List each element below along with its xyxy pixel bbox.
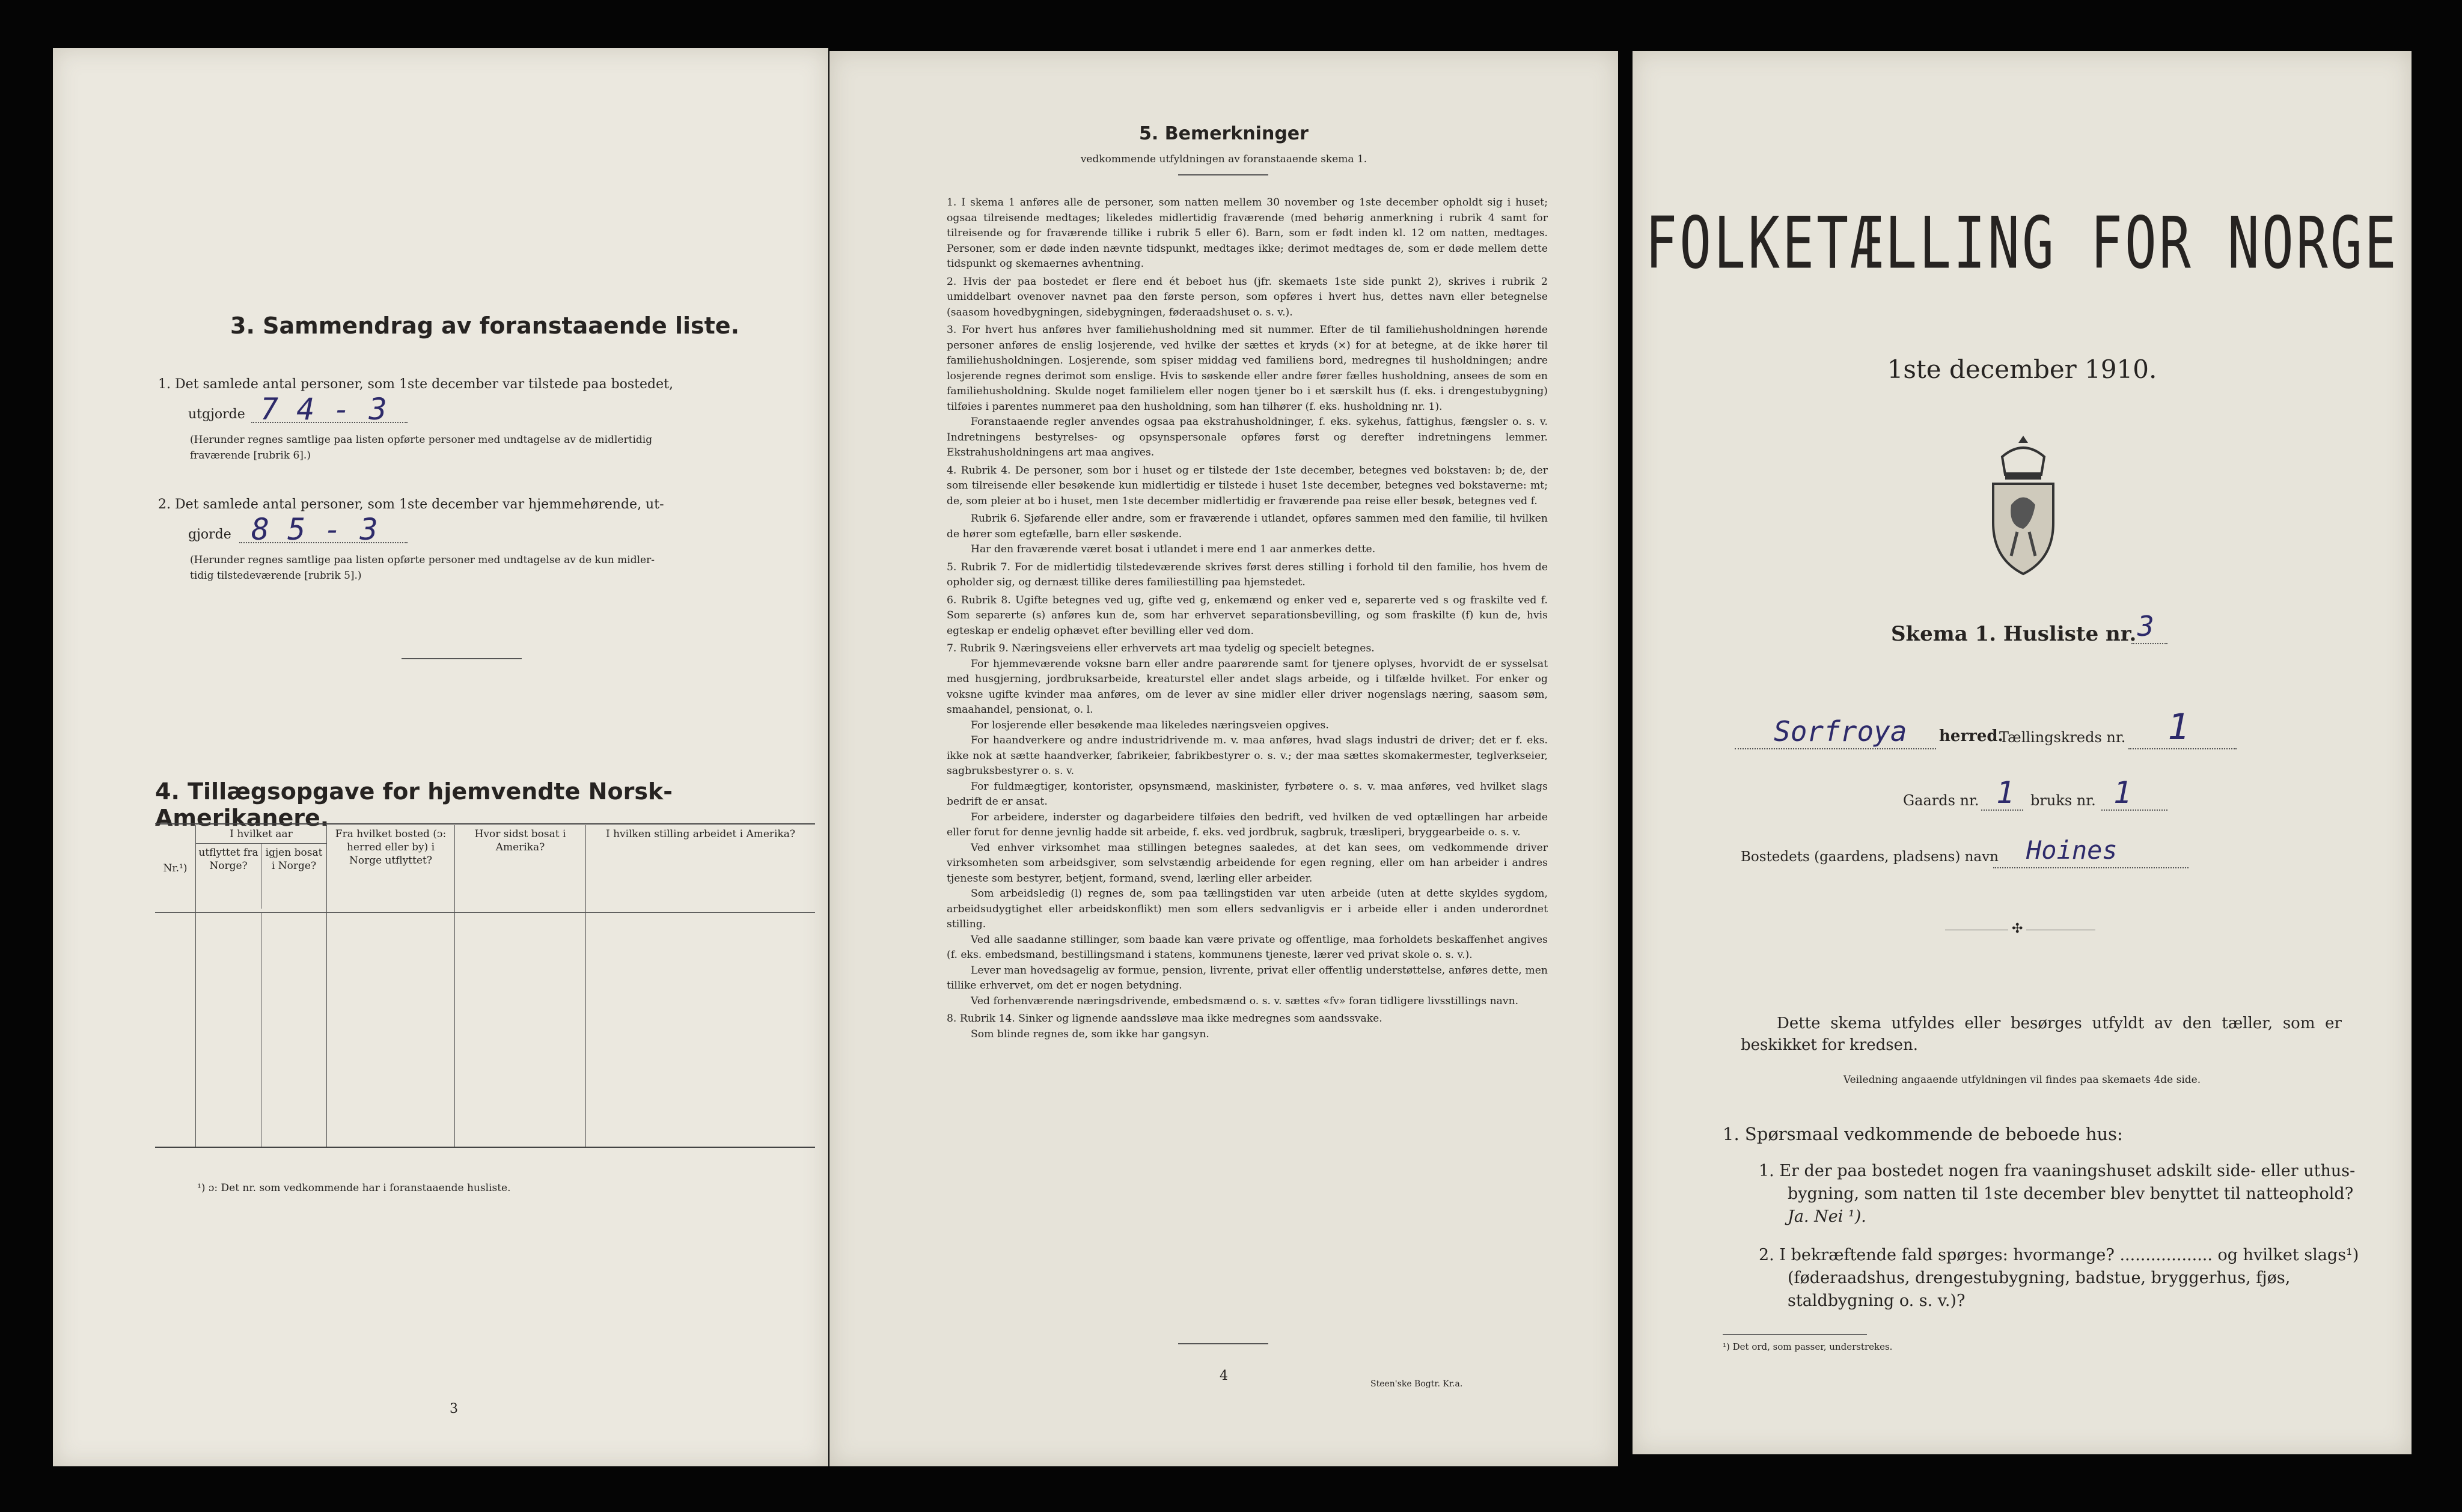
remark-7f: For arbeidere, inderster og dagarbeidere tilføies den bedrift, ved hvilken de ved optællingen har arbeide eller forut for denne jevnlig hadde sit arbeide, f. eks. ved jordbruk, sagbruk, træsliperi, bryggearbeide o. s. v. xyxy=(947,811,1548,838)
remark-7c: For losjerende eller besøkende maa likeledes næringsveien opgives. xyxy=(971,719,1329,731)
page-1-cover xyxy=(1633,51,2412,1454)
remark-8b: Som blinde regnes de, som ikke har gangsyn. xyxy=(971,1028,1209,1040)
table-row xyxy=(155,960,815,1008)
section3-title: 3. Sammendrag av foranstaaende liste. xyxy=(230,312,740,339)
questions-heading: 1. Spørsmaal vedkommende de beboede hus: xyxy=(1723,1124,2123,1144)
remark-2: 2. Hvis der paa bostedet er flere end ét beboet hus (jfr. skemaets 1ste side punkt 2), skrives i rubrik 2 umiddelbart ovenover navnet paa den første person, som opføres i hvert hus, dettes navn eller betegnelse (saasom hovedbygningen, sidebygningen, føderaadshuset o. s. v.). xyxy=(947,275,1548,319)
item1-note1: (Herunder regnes samtlige paa listen opførte personer med undtagelse av de midlertidig xyxy=(190,434,653,446)
remarks-title: 5. Bemerkninger xyxy=(1139,123,1309,144)
item1-value: 7 4 - 3 xyxy=(260,392,387,427)
question-1-answer: Ja. Nei ¹). xyxy=(1788,1207,1866,1226)
table-row xyxy=(155,1008,815,1056)
remarks-divider xyxy=(1178,174,1268,175)
herred-value: Sorfroya xyxy=(1774,715,1907,748)
bruks-label: bruks nr. xyxy=(2030,792,2096,809)
remark-7d: For haandverkere og andre industridrivende m. v. maa anføres, hvad slags industri de driver; det er f. eks. ikke nok at sætte haandverker, fabrikeier, fabrikbestyrer o. s. v.; der maa sættes skomakermester, teglverkseier, sagbruksbestyrer o. s. v. xyxy=(947,734,1548,777)
printer-mark: Steen'ske Bogtr. Kr.a. xyxy=(1370,1379,1463,1389)
page-4 xyxy=(829,51,1618,1466)
kreds-label: Tællingskreds nr. xyxy=(1999,729,2126,746)
remark-7e: For fuldmægtiger, kontorister, opsynsmænd, maskinister, fyrbøtere o. s. v. maa anføres, ved hvilket slags bedrift de er ansat. xyxy=(947,780,1548,808)
col-group xyxy=(196,825,327,912)
remark-3b: Foranstaaende regler anvendes ogsaa paa ekstrahusholdninger, f. eks. sykehus, fattighus, fængsler o. s. v. Indretningens bestyrelses- og opsynspersonale opføres først og derefter indretningens lemmer. Ekstrahusholdningens art maa angives. xyxy=(947,416,1548,459)
kreds-line xyxy=(2128,748,2237,749)
page3-number: 3 xyxy=(450,1401,458,1416)
ornament-icon: ✣ xyxy=(2008,921,2026,936)
remark-3: 3. For hvert hus anføres hver familiehusholdning med sit nummer. Efter de til familiehusholdningen hørende personer anføres de enslig losjerende, ved hvilke der sættes et kryds (×) for at betegne, at de ikke hører til familiehusholdningen. Losjerende, som spiser middag ved familiens bord, medregnes til husholdningen; andre losjerende regnes derimot som enslige. Hvis to søskende eller andre fører fælles husholdning, ansees de som en familiehusholdning. Skulde noget familielem eller nogen tjener bo i et særskilt hus (f. eks. i drengestubygning) tilføies i parentes nummeret paa den husholdning, som han tilhører (f. eks. husholdning nr. 1). xyxy=(947,324,1548,413)
item1-dotline xyxy=(251,422,408,423)
husliste-number: 3 xyxy=(2137,610,2154,642)
remark-6: 6. Rubrik 8. Ugifte betegnes ved ug, gifte ved g, enkemænd og enker ved e, separerte ved s og fraskilte ved f. Som separerte (s) anføres kun de, som har erhvervet separationsbevilling, og som fraskilte (f) kun de, hvis egteskap er endelig ophævet efter bevilling eller ved dom. xyxy=(947,594,1548,637)
remark-4b: Rubrik 6. Sjøfarende eller andre, som er fraværende i utlandet, opføres sammen med den familie, til hvilken de hører som egtefælle, barn eller søskende. xyxy=(947,513,1548,540)
item1-line1: 1. Det samlede antal personer, som 1ste december var tilstede paa bostedet, xyxy=(158,377,673,392)
col-nr: Nr.¹) xyxy=(155,825,196,912)
remark-5: 5. Rubrik 7. For de midlertidig tilstedeværende skrives først deres stilling i forhold til den familie, hos hvem de opholder sig, og dernæst tillike deres familiestilling paa hjemstedet. xyxy=(947,561,1548,588)
gaards-label: Gaards nr. xyxy=(1903,792,1979,809)
table-row xyxy=(155,1056,815,1105)
question-1-text: 1. Er der paa bostedet nogen fra vaaningshuset adskilt side- eller uthus-bygning, som natten til 1ste december blev benyttet til natteophold? xyxy=(1759,1162,2356,1203)
bosted-label: Bostedets (gaardens, pladsens) navn xyxy=(1741,849,1999,865)
remark-8: 8. Rubrik 14. Sinker og lignende aandssløve maa ikke medregnes som aandssvake. xyxy=(947,1013,1382,1025)
remark-4: 4. Rubrik 4. De personer, som bor i huset og er tilstede der 1ste december, betegnes ved bokstaven: b; de, der som tilreisende eller besøkende kun midlertidig er tilstede i huset 1ste december, betegnes ved bokstaverne: mt; de, som pleier at bo i huset, men 1ste december midlertidig er fraværende paa reise eller besøk, betegnes ved f. xyxy=(947,464,1548,507)
item1-prefix: utgjorde xyxy=(188,407,245,422)
col-hvor-sidst: Hvor sidst bosat i Amerika? xyxy=(455,825,586,912)
coat-of-arms-icon xyxy=(1984,433,2062,577)
question-2: 2. I bekræftende fald spørges: hvormange? .................. og hvilket slags¹) (føderaadshus, drengestubygning, badstue, bryggerhus, fjøs, staldbygning o. s. v.)? xyxy=(1759,1246,2359,1310)
item2-line1: 2. Det samlede antal personer, som 1ste december var hjemmehørende, ut- xyxy=(158,497,664,512)
remark-7b: For hjemmeværende voksne barn eller andre paarørende samt for tjenere oplyses, hvorvidt de er sysselsat med husgjerning, jordbruksarbeide, kreaturstel eller andet slags arbeide, og i tilfælde hvilket. For enker og voksne ugifte kvinder maa anføres, om de lever av sine midler eller driver nogenslags næring, saasom søm, smaahandel, pensionat, o. l. xyxy=(947,657,1548,716)
footnote-divider xyxy=(1723,1334,1867,1335)
remark-7j: Lever man hovedsagelig av formue, pension, livrente, privat eller offentlig understøttelse, anføres dette, men tillike erhvervet, om det er nogen betydning. xyxy=(947,964,1548,992)
item2-value: 8 5 - 3 xyxy=(251,512,378,547)
table-row xyxy=(155,912,815,960)
census-date: 1ste december 1910. xyxy=(1887,355,2157,384)
col-group-title: I hvilket aar xyxy=(196,825,326,844)
remark-7k: Ved forhenværende næringsdrivende, embedsmænd o. s. v. sættes «fv» foran tidligere livsstillings navn. xyxy=(971,995,1519,1007)
table-row xyxy=(155,1105,815,1147)
remarks-subtitle: vedkommende utfyldningen av foranstaaende skema 1. xyxy=(1080,153,1367,165)
bruks-value: 1 xyxy=(2113,775,2132,810)
item1-note2: fraværende [rubrik 6].) xyxy=(190,450,311,462)
cover-footnote: ¹) Det ord, som passer, understrekes. xyxy=(1723,1341,1893,1352)
norsk-amerikanere-table xyxy=(155,823,815,1148)
husliste-dotline xyxy=(2131,643,2167,644)
section4-title: 4. Tillægsopgave for hjemvendte Norsk-Amerikanere. xyxy=(155,778,673,831)
bottom-divider xyxy=(1178,1343,1268,1344)
remark-7: 7. Rubrik 9. Næringsveiens eller erhvervets art maa tydelig og specielt betegnes. xyxy=(947,642,1375,654)
col-utflyttet: utflyttet fra Norge? xyxy=(196,844,261,909)
herred-line xyxy=(1735,748,1936,749)
instruction-2: Veiledning angaaende utfyldningen vil findes paa skemaets 4de side. xyxy=(1843,1074,2201,1086)
remark-7h: Som arbeidsledig (l) regnes de, som paa tællingstiden var uten arbeide (uten at dette skyldes sygdom, arbeidsudygtighet eller arbeidskonflikt) men som ellers sedvanligvis er i arbeide eller i anden underordnet stilling. xyxy=(947,888,1548,930)
skema-label: Skema 1. Husliste nr. xyxy=(1891,622,2137,646)
item2-note2: tidig tilstedeværende [rubrik 5].) xyxy=(190,570,362,582)
bosted-line xyxy=(1993,867,2189,868)
remark-4c: Har den fraværende været bosat i utlandet i mere end 1 aar anmerkes dette. xyxy=(971,543,1376,555)
section4-footnote: ¹) ɔ: Det nr. som vedkommende har i foranstaaende husliste. xyxy=(197,1182,511,1194)
instruction-1: Dette skema utfyldes eller besørges utfyldt av den tæller, som er beskikket for kredsen. xyxy=(1741,1014,2342,1054)
herred-label: herred. xyxy=(1939,727,2003,745)
bruks-line xyxy=(2101,809,2167,811)
page-3 xyxy=(53,48,828,1466)
col-igjen: igjen bosat i Norge? xyxy=(265,847,323,872)
item2-dotline xyxy=(239,542,408,543)
question-1 xyxy=(1759,1160,2377,1228)
page4-number: 4 xyxy=(1220,1368,1228,1383)
divider xyxy=(402,658,522,659)
kreds-value: 1 xyxy=(2167,706,2190,748)
remarks-body xyxy=(947,195,1548,1042)
col-stilling: I hvilken stilling arbeidet i Amerika? xyxy=(586,825,816,912)
remark-1: 1. I skema 1 anføres alle de personer, som natten mellem 30 november og 1ste december opholdt sig i huset; ogsaa tilreisende medtages; likeledes midlertidig fraværende (med behørig anmerkning i rubrik 4 samt for tilreisende og for fraværende tillike i rubrik 5 eller 6). Barn, som er født inden kl. 12 om natten, medtages. Personer, som er døde inden nævnte tidspunkt, medtages ikke; derimot medtages de, som er døde mellem dette tidspunkt og skemaernes avhentning. xyxy=(947,197,1548,270)
gaards-value: 1 xyxy=(1996,775,2015,810)
item2-prefix: gjorde xyxy=(188,527,231,542)
remark-7i: Ved alle saadanne stillinger, som baade kan være private og offentlige, maa forholdets beskaffenhet angives (f. eks. embedsmand, bestillingsmand i statens, kommunens tjeneste, lærer ved privat skole o. s. v.). xyxy=(947,933,1548,961)
col-fra-bosted: Fra hvilket bosted (ɔ: herred eller by) i Norge utflyttet? xyxy=(327,825,455,912)
bosted-value: Hoines xyxy=(2026,835,2118,865)
remark-7g: Ved enhver virksomhet maa stillingen betegnes saaledes, at det kan sees, om vedkommende driver virksomheten som arbeidsgiver, som selvstændig arbeidende for egen regning, eller om han arbeider i andres tjeneste som bestyrer, betjent, formand, svend, lærling eller arbeider. xyxy=(947,841,1548,885)
item2-note1: (Herunder regnes samtlige paa listen opførte personer med undtagelse av de kun midler- xyxy=(190,554,655,566)
main-title: FOLKETÆLLING FOR NORGE xyxy=(1645,201,2399,285)
